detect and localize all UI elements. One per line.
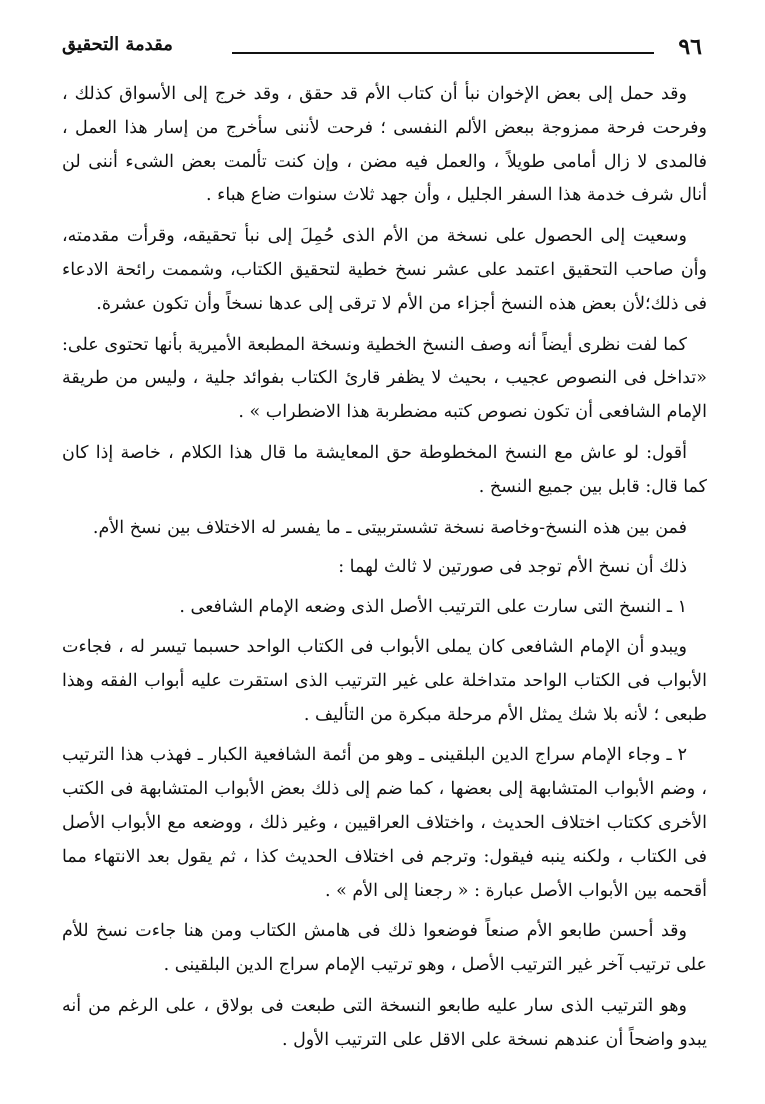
paragraph-1: وقد حمل إلى بعض الإخوان نبأ أن كتاب الأم قد حقق ، وقد خرج إلى الأسواق كذلك ، وفرحت فرحة ممزوجة ببعض الألم النفسى ؛ فرحت لأننى سأخرج من إسار هذا العمل ، فالمدى لا زال أمامى طويلاً ، والعمل فيه مضن ، وإن كنت تألمت بعض الشىء أننى لن أنال شرف خدمة هذا السفر الجليل ، وأن جهد ثلاث سنوات ضاع هباء .	[62, 84, 707, 206]
paragraph-6: ذلك أن نسخ الأم توجد فى صورتين لا ثالث لهما :	[338, 557, 687, 578]
page-header	[62, 30, 702, 64]
body-text	[62, 78, 707, 1065]
paragraph-9: ٢ ـ وجاء الإمام سراج الدين البلقينى ـ وهو من أئمة الشافعية الكبار ـ فهذب هذا الترتيب ، وضم الأبواب المتشابهة إلى بعضها ، كما ضم إلى ذلك بعض الأبواب المتشابهة فى الكتب الأخرى ككتاب اختلاف الحديث ، واختلاف العراقيين ، وغير ذلك ، ووضعه مع الأبواب الأصل فى الكتاب ، ولكنه ينبه فيقول: وترجم فى اختلاف الحديث كذا ، ثم يقول بعد الانتهاء مما أقحمه بين الأبواب الأصل عبارة : « رجعنا إلى الأم » .	[62, 745, 707, 901]
paragraph-8: ويبدو أن الإمام الشافعى كان يملى الأبواب فى الكتاب الواحد حسبما تيسر له ، فجاءت الأبواب فى الكتاب الواحد متداخلة على غير الترتيب الذى استقرت عليه أبواب الفقه وهذا طبعى ؛ لأنه بلا شك يمثل الأم مرحلة مبكرة من التأليف .	[62, 636, 707, 725]
paragraph-7: ١ ـ النسخ التى سارت على الترتيب الأصل الذى وضعه الإمام الشافعى .	[179, 597, 687, 618]
paragraph-5: فمن بين هذه النسخ-وخاصة نسخة تشستربيتى ـ ما يفسر له الاختلاف بين نسخ الأم.	[92, 517, 687, 538]
header-rule	[232, 52, 654, 54]
paragraph-2: وسعيت إلى الحصول على نسخة من الأم الذى حُمِلَ إلى نبأ تحقيقه، وقرأت مقدمته، وأن صاحب التحقيق اعتمد على عشر نسخ خطية لتحقيق الكتاب، وشممت رائحة الادعاء فى ذلك؛لأن بعض هذه النسخ أجزاء من الأم لا ترقى إلى عدها نسخاً وأن تكون عشرة.	[62, 226, 707, 314]
paragraph-3: كما لفت نظرى أيضاً أنه وصف النسخ الخطية ونسخة المطبعة الأميرية بأنها تحتوى على: «تداخل فى النصوص عجيب ، بحيث لا يظفر قارئ الكتاب بفوائد جلية ، وليس من طريقة الإمام الشافعى أن تكون نصوص كتبه مضطربة هذا الاضطراب » .	[62, 334, 707, 423]
paragraph-4: أقول: لو عاش مع النسخ المخطوطة حق المعايشة ما قال هذا الكلام ، خاصة إذا كان كما قال: قابل بين جميع النسخ .	[62, 442, 707, 497]
paragraph-11: وهو الترتيب الذى سار عليه طابعو النسخة التى طبعت فى بولاق ، على الرغم من أنه يبدو واضحاً أن عندهم نسخة على الاقل على الترتيب الأول .	[62, 995, 707, 1050]
paragraph-10: وقد أحسن طابعو الأم صنعاً فوضعوا ذلك فى هامش الكتاب ومن هنا جاءت نسخ للأم على ترتيب آخر غير الترتيب الأصل ، وهو ترتيب الإمام سراج الدين البلقينى .	[62, 921, 707, 976]
page-number: ٩٦	[678, 34, 702, 60]
running-title: مقدمة التحقيق	[62, 34, 173, 55]
